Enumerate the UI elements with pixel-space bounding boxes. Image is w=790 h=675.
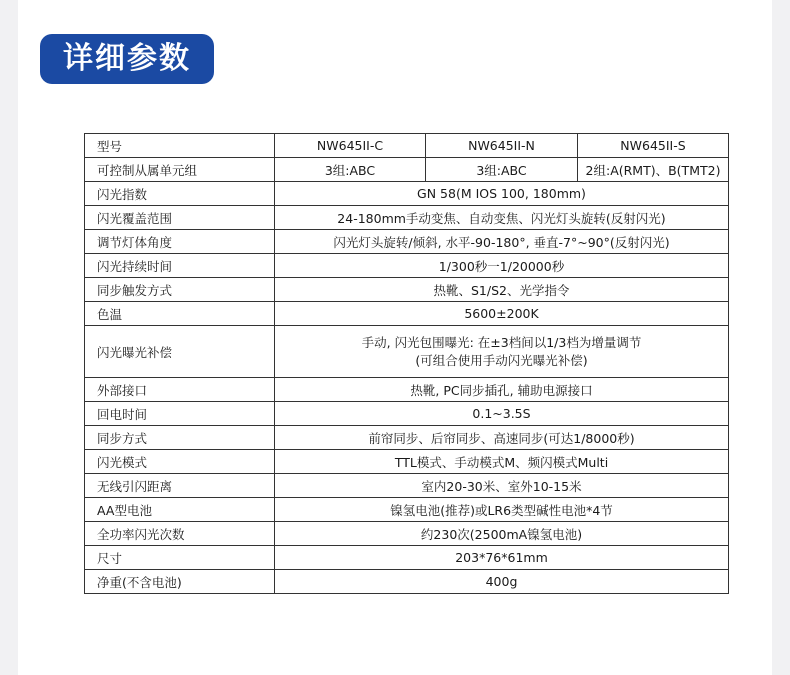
row-label: 外部接口 — [85, 378, 275, 402]
row-value: 热靴, PC同步插孔, 辅助电源接口 — [275, 378, 729, 402]
row-label: 同步触发方式 — [85, 278, 275, 302]
table-row — [85, 570, 729, 594]
table-row — [85, 230, 729, 254]
row-value: GN 58(M IOS 100, 180mm) — [275, 182, 729, 206]
compensation-line-1: 手动, 闪光包围曝光: 在±3档间以1/3档为增量调节 — [361, 334, 642, 350]
row-value: 室内20-30米、室外10-15米 — [275, 474, 729, 498]
row-label: AA型电池 — [85, 498, 275, 522]
row-label: 调节灯体角度 — [85, 230, 275, 254]
row-label-model: 型号 — [85, 134, 275, 158]
row-value: 热靴、S1/S2、光学指令 — [275, 278, 729, 302]
groups-s-cell: 2组:A(RMT)、B(TMT2) — [578, 158, 729, 182]
section-title-badge: 详细参数 — [40, 34, 214, 84]
table-row-groups — [85, 158, 729, 182]
row-value: 24-180mm手动变焦、自动变焦、闪光灯头旋转(反射闪光) — [275, 206, 729, 230]
table-row — [85, 206, 729, 230]
row-value: 400g — [275, 570, 729, 594]
row-label-groups: 可控制从属单元组 — [85, 158, 275, 182]
row-value: TTL模式、手动模式M、频闪模式Multi — [275, 450, 729, 474]
row-value: 镍氢电池(推荐)或LR6类型碱性电池*4节 — [275, 498, 729, 522]
row-label: 色温 — [85, 302, 275, 326]
table-row — [85, 278, 729, 302]
model-c-cell: NW645II-C — [275, 134, 426, 158]
row-label-compensation: 闪光曝光补偿 — [85, 326, 275, 378]
model-n-cell: NW645II-N — [426, 134, 578, 158]
table-row — [85, 254, 729, 278]
compensation-line-2: (可组合使用手动闪光曝光补偿) — [415, 352, 588, 368]
groups-n-cell: 3组:ABC — [426, 158, 578, 182]
row-label: 闪光覆盖范围 — [85, 206, 275, 230]
table-row-model — [85, 134, 729, 158]
table-row — [85, 498, 729, 522]
row-label: 闪光持续时间 — [85, 254, 275, 278]
table-row — [85, 426, 729, 450]
spec-table — [84, 133, 729, 594]
table-row-compensation — [85, 326, 729, 378]
row-label: 全功率闪光次数 — [85, 522, 275, 546]
table-row — [85, 474, 729, 498]
row-label: 同步方式 — [85, 426, 275, 450]
row-label: 回电时间 — [85, 402, 275, 426]
row-value: 闪光灯头旋转/倾斜, 水平-90-180°, 垂直-7°~90°(反射闪光) — [275, 230, 729, 254]
row-label: 净重(不含电池) — [85, 570, 275, 594]
row-value: 1/300秒一1/20000秒 — [275, 254, 729, 278]
row-label: 尺寸 — [85, 546, 275, 570]
model-s-cell: NW645II-S — [578, 134, 729, 158]
row-label: 闪光指数 — [85, 182, 275, 206]
table-row — [85, 182, 729, 206]
row-label: 无线引闪距离 — [85, 474, 275, 498]
table-row — [85, 522, 729, 546]
row-value: 约230次(2500mA镍氢电池) — [275, 522, 729, 546]
table-row — [85, 450, 729, 474]
left-gutter — [0, 0, 18, 675]
row-value: 5600±200K — [275, 302, 729, 326]
table-row — [85, 302, 729, 326]
right-gutter — [772, 0, 790, 675]
groups-c-cell: 3组:ABC — [275, 158, 426, 182]
row-value: 前帘同步、后帘同步、高速同步(可达1/8000秒) — [275, 426, 729, 450]
table-row — [85, 402, 729, 426]
row-value: 203*76*61mm — [275, 546, 729, 570]
table-row — [85, 546, 729, 570]
row-value-compensation — [275, 326, 729, 378]
row-label: 闪光模式 — [85, 450, 275, 474]
row-value: 0.1~3.5S — [275, 402, 729, 426]
table-row — [85, 378, 729, 402]
